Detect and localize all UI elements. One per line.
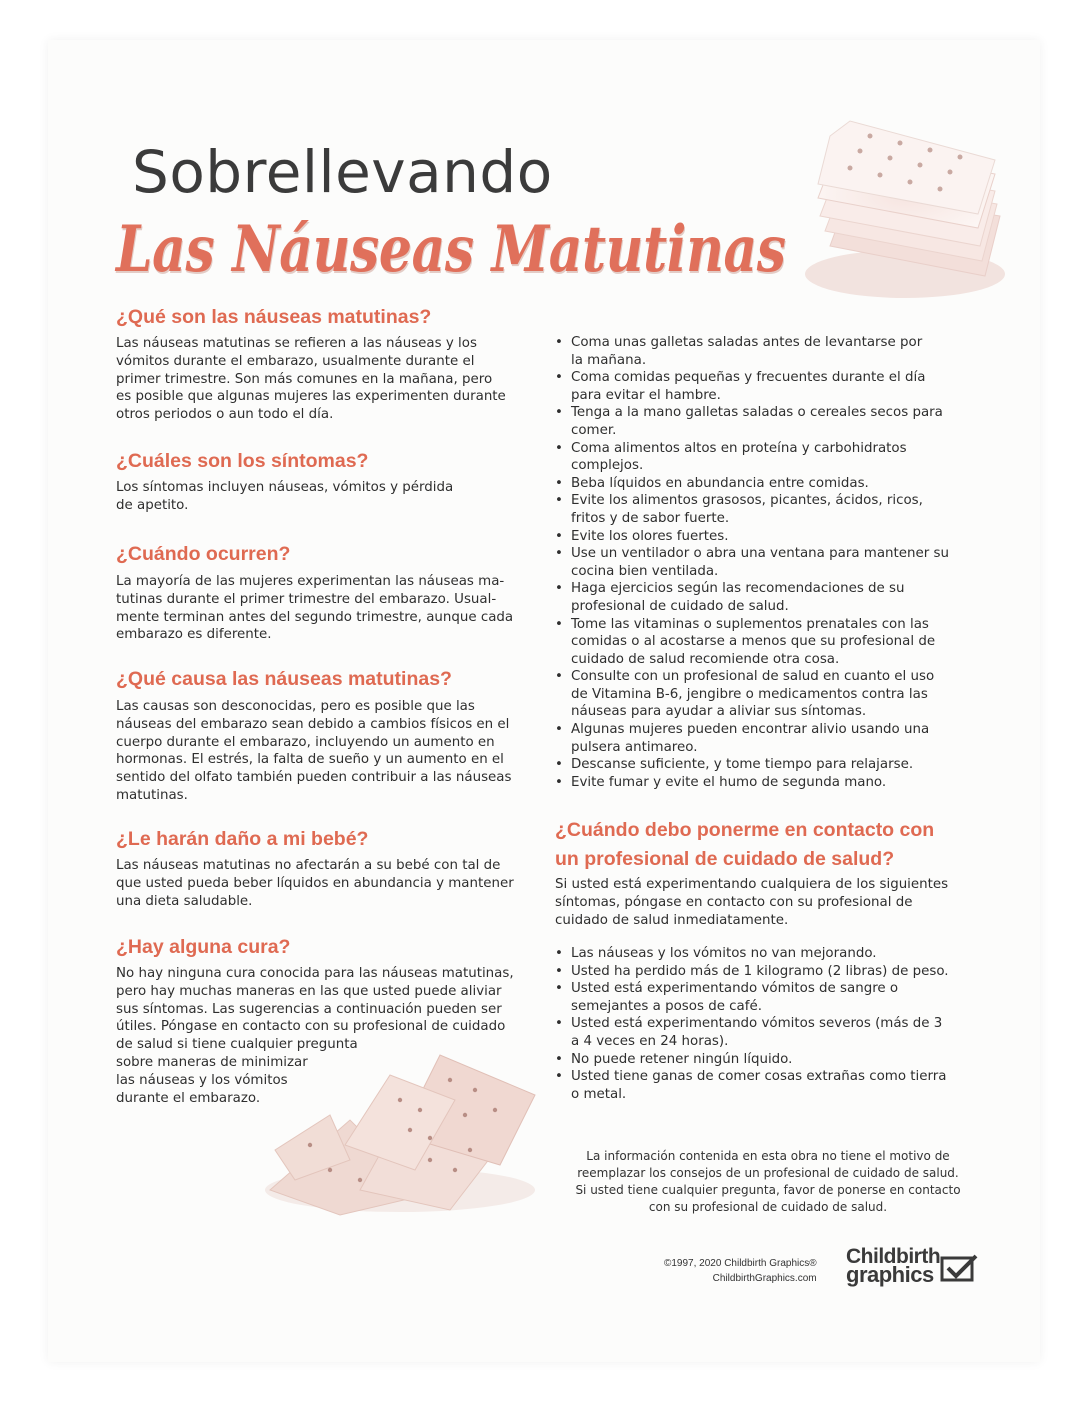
list-item: • Usted ha perdido más de 1 kilogramo (2 libras) de peso. xyxy=(555,963,949,981)
text-line: La mayoría de las mujeres experimentan las náuseas ma- xyxy=(116,574,505,589)
paragraph-what-is xyxy=(116,335,506,424)
list-item: • Haga ejercicios según las recomendaciones de su profesional de cuidado de salud. xyxy=(555,580,949,615)
list-item: • Coma alimentos altos en proteína y carbohidratos complejos. xyxy=(555,440,949,475)
text-line: sentido del olfato también pueden contribuir a las náuseas xyxy=(116,770,512,786)
text-line: vómitos durante el embarazo, usualmente durante el xyxy=(116,353,475,369)
copyright-text: ©1997, 2020 Childbirth Graphics® xyxy=(664,1258,817,1269)
website-link: ChildbirthGraphics.com xyxy=(712,1273,817,1284)
text-line: Las náuseas matutinas se refieren a las náuseas y los xyxy=(116,336,477,351)
text-line: Si usted está experimentando cualquiera de los siguientes xyxy=(555,877,949,892)
heading-contact xyxy=(555,816,934,874)
text-line: con su profesional de cuidado de salud. xyxy=(648,1200,888,1214)
text-line: de apetito. xyxy=(116,497,189,513)
paragraph-causes xyxy=(116,698,511,805)
text-line: reemplazar los consejos de un profesional de cuidado de salud. xyxy=(577,1166,959,1180)
list-item: • Usted está experimentando vómitos de sangre o semejantes a posos de café. xyxy=(555,980,949,1015)
text-line: mente terminan antes del segundo trimestre, aunque cada xyxy=(116,609,514,625)
text-line: matutinas. xyxy=(116,787,188,803)
text-line: tutinas durante el primer trimestre del embarazo. Usual- xyxy=(116,591,497,607)
list-item: • Evite los olores fuertes. xyxy=(555,528,949,546)
disclaimer xyxy=(560,1148,976,1216)
list-item: • Tenga a la mano galletas saladas o cereales secos para comer. xyxy=(555,404,949,439)
text-line: cuerpo durante el embarazo, incluyendo un aumento en xyxy=(116,734,495,750)
text-line: Los síntomas incluyen náuseas, vómitos y pérdida xyxy=(116,480,454,495)
text-line: La información contenida en esta obra no tiene el motivo de xyxy=(586,1149,950,1163)
list-item: • Evite fumar y evite el humo de segunda mano. xyxy=(555,774,949,792)
heading-causes: ¿Qué causa las náuseas matutinas? xyxy=(116,668,452,690)
text-line: Las causas son desconocidas, pero es posible que las xyxy=(116,699,475,714)
text-line: náuseas del embarazo sean debido a cambios físicos en el xyxy=(116,716,510,732)
heading-when: ¿Cuándo ocurren? xyxy=(116,543,291,565)
crackers-stack-icon xyxy=(790,96,1010,306)
text-line: sus síntomas. Las sugerencias a continuación pueden ser xyxy=(116,1001,502,1017)
heading-harm-baby: ¿Le harán daño a mi bebé? xyxy=(116,828,369,850)
text-line: Las náuseas matutinas no afectarán a su bebé con tal de xyxy=(116,858,501,873)
heading-symptoms: ¿Cuáles son los síntomas? xyxy=(116,450,369,472)
text-line: útiles. Póngase en contacto con su profesional de cuidado xyxy=(116,1019,506,1035)
paragraph-symptoms xyxy=(116,479,453,515)
list-item: • Usted tiene ganas de comer cosas extrañas como tierra o metal. xyxy=(555,1068,949,1103)
text-line: embarazo es diferente. xyxy=(116,627,272,643)
text-line: No hay ninguna cura conocida para las náuseas matutinas, xyxy=(116,966,514,981)
tips-list xyxy=(555,334,949,791)
list-item: • Use un ventilador o abra una ventana para mantener su cocina bien ventilada. xyxy=(555,545,949,580)
logo-line-1: Childbirth xyxy=(846,1245,941,1268)
paragraph-harm-baby xyxy=(116,857,514,910)
text-line: primer trimestre. Son más comunes en la mañana, pero xyxy=(116,371,493,387)
list-item: • Las náuseas y los vómitos no van mejorando. xyxy=(555,945,949,963)
list-item: • Coma comidas pequeñas y frecuentes durante el día para evitar el hambre. xyxy=(555,369,949,404)
text-line: durante el embarazo. xyxy=(116,1090,261,1106)
text-line: cuidado de salud inmediatamente. xyxy=(555,912,789,928)
paragraph-contact xyxy=(555,876,948,929)
publisher-logo xyxy=(846,1245,941,1287)
heading-contact-line-1: ¿Cuándo debo ponerme en contacto con xyxy=(555,819,935,841)
title-line-1: Sobrellevando xyxy=(132,138,553,206)
heading-cure: ¿Hay alguna cura? xyxy=(116,936,291,958)
checkmark-box-icon xyxy=(940,1254,980,1282)
list-item: • Algunas mujeres pueden encontrar alivio usando una pulsera antimareo. xyxy=(555,721,949,756)
text-line: una dieta saludable. xyxy=(116,893,253,909)
list-item: • Consulte con un profesional de salud en cuanto el uso de Vitamina B-6, jengibre o medicamentos contra las náuseas para ayudar a aliviar sus síntomas. xyxy=(555,668,949,721)
list-item: • Beba líquidos en abundancia entre comidas. xyxy=(555,475,949,493)
text-line: otros periodos o aun todo el día. xyxy=(116,407,334,423)
logo-line-2: graphics xyxy=(846,1262,934,1287)
text-line: es posible que algunas mujeres las experimenten durante xyxy=(116,389,506,405)
heading-contact-line-2: un profesional de cuidado de salud? xyxy=(555,848,895,870)
text-line: que usted pueda beber líquidos en abundancia y mantener xyxy=(116,875,514,891)
text-line: de salud si tiene cualquier pregunta xyxy=(116,1037,358,1053)
text-line: síntomas, póngase en contacto con su profesional de xyxy=(555,894,913,910)
copyright xyxy=(664,1256,817,1286)
text-line: hormonas. El estrés, la falta de sueño y un aumento en el xyxy=(116,752,504,768)
paragraph-when xyxy=(116,573,513,644)
heading-what-is: ¿Qué son las náuseas matutinas? xyxy=(116,306,432,328)
text-line: sobre maneras de minimizar xyxy=(116,1054,308,1070)
title-line-2: Las Náuseas Matutinas xyxy=(116,212,786,287)
list-item: • Descanse suficiente, y tome tiempo para relajarse. xyxy=(555,756,949,774)
list-item: • Coma unas galletas saladas antes de levantarse por la mañana. xyxy=(555,334,949,369)
list-item: • Tome las vitaminas o suplementos prenatales con las comidas o al acostarse a menos que su profesional de cuidado de salud recomiende otra cosa. xyxy=(555,616,949,669)
text-line: pero hay muchas maneras en las que usted puede aliviar xyxy=(116,983,502,999)
text-line: las náuseas y los vómitos xyxy=(116,1072,288,1088)
broken-crackers-icon xyxy=(250,1040,550,1220)
list-item: • Usted está experimentando vómitos severos (más de 3 a 4 veces en 24 horas). xyxy=(555,1015,949,1050)
list-item: • Evite los alimentos grasosos, picantes, ácidos, ricos, fritos y de sabor fuerte. xyxy=(555,492,949,527)
list-item: • No puede retener ningún líquido. xyxy=(555,1051,949,1069)
warning-signs-list xyxy=(555,945,949,1103)
text-line: Si usted tiene cualquier pregunta, favor de ponerse en contacto xyxy=(575,1183,961,1197)
